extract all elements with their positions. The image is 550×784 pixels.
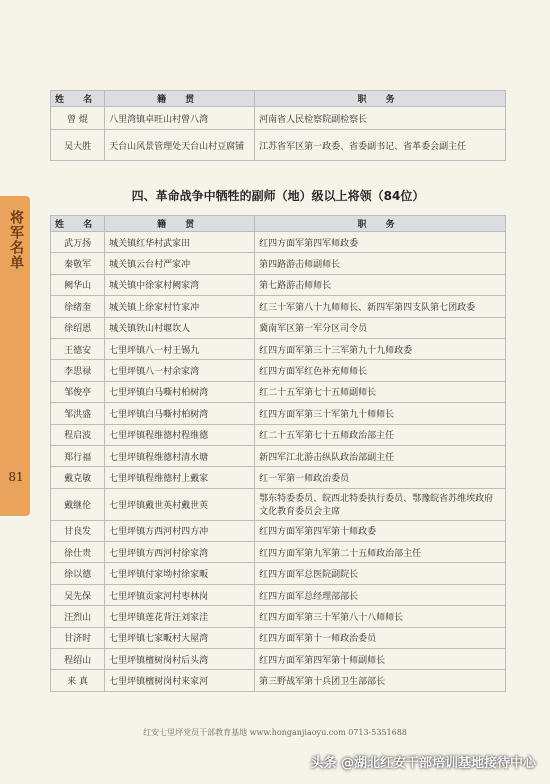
section-heading: 四、革命战争中牺牲的副师（地）级以上将领（84位） — [131, 189, 425, 203]
cell-post: 红四方面军第四军第十师副师长 — [255, 649, 506, 670]
table-row — [51, 627, 506, 648]
table-row — [51, 542, 506, 563]
cell-post: 红四方面军红色补充师师长 — [255, 360, 506, 381]
cell-name: 阙华山 — [51, 274, 105, 295]
table-row — [51, 317, 506, 338]
cell-post: 红四方面军第三十三军第九十九师政委 — [255, 338, 506, 359]
cell-post: 新四军江北游击纵队政治部副主任 — [255, 445, 506, 466]
cell-origin: 七里坪镇方西河村四方冲 — [105, 520, 255, 541]
cell-post: 红四方面军总经理部部长 — [255, 584, 506, 605]
cell-name: 徐绍恩 — [51, 317, 105, 338]
cell-origin: 七里坪镇程维德村程维德 — [105, 424, 255, 445]
table-row — [51, 232, 506, 253]
cell-name: 李思禄 — [51, 360, 105, 381]
cell-name: 徐以德 — [51, 563, 105, 584]
cell-name: 秦敬军 — [51, 253, 105, 274]
side-section-title: 将军名单 — [8, 210, 24, 270]
cell-name: 曾 焜 — [51, 107, 105, 130]
main-table-body — [51, 232, 506, 692]
cell-post: 红三十军第八十九师师长、新四军第四支队第七团政委 — [255, 296, 506, 317]
cell-origin: 七里坪镇白马嘶村柏树湾 — [105, 403, 255, 424]
cell-origin: 七里坪镇付家坳村徐家畈 — [105, 563, 255, 584]
cell-origin: 七里坪镇莲花背汪刘家洼 — [105, 606, 255, 627]
cell-origin: 城关镇红华村武家田 — [105, 232, 255, 253]
cell-name: 戴克敏 — [51, 467, 105, 488]
cell-origin: 七里坪镇方西河村徐家湾 — [105, 542, 255, 563]
table-row — [51, 381, 506, 402]
cell-post: 红二十五军第七十五师政治部主任 — [255, 424, 506, 445]
table-row — [51, 584, 506, 605]
column-header-name: 姓 名 — [51, 91, 105, 107]
cell-name: 徐绪奎 — [51, 296, 105, 317]
column-header-post: 职 务 — [255, 91, 506, 107]
cell-origin: 七里坪镇戴世英村戴世英 — [105, 488, 255, 520]
cell-post: 冀南军区第一军分区司令员 — [255, 317, 506, 338]
cell-post: 红四方面军第四军师政委 — [255, 232, 506, 253]
table-row — [51, 445, 506, 466]
cell-name: 吴先保 — [51, 584, 105, 605]
cell-name: 武万扬 — [51, 232, 105, 253]
table-row — [51, 274, 506, 295]
cell-post: 红四方面军第九军第二十五师政治部主任 — [255, 542, 506, 563]
cell-post: 第七路游击师师长 — [255, 274, 506, 295]
cell-name: 程绍山 — [51, 649, 105, 670]
cell-origin: 城关镇中徐家村阙家湾 — [105, 274, 255, 295]
cell-post: 第四路游击师副师长 — [255, 253, 506, 274]
cell-name: 甘济时 — [51, 627, 105, 648]
table-row — [51, 649, 506, 670]
cell-origin: 七里坪镇八一村余家湾 — [105, 360, 255, 381]
table-row — [51, 488, 506, 520]
cell-name: 邹俊亭 — [51, 381, 105, 402]
cell-post: 红一军第一师政治委员 — [255, 467, 506, 488]
cell-name: 王德安 — [51, 338, 105, 359]
cell-post: 河南省人民检察院副检察长 — [255, 107, 506, 130]
cell-origin: 七里坪镇程维德村清水塘 — [105, 445, 255, 466]
table-row — [51, 360, 506, 381]
watermark: 头条 @湖北红安干部培训基地接待中心 — [310, 756, 536, 771]
footer-text: 红安七里坪党员干部教育基地 www.honganjiaoyu.com 0713-5351688 — [143, 728, 407, 737]
column-header-post: 职 务 — [255, 216, 506, 232]
cell-name: 徐仕贵 — [51, 542, 105, 563]
cell-origin: 城关镇云台村严家冲 — [105, 253, 255, 274]
cell-name: 吴大胜 — [51, 130, 105, 161]
column-header-name: 姓 名 — [51, 216, 105, 232]
cell-post: 红四方面军第四军第十师政委 — [255, 520, 506, 541]
table-header-row — [51, 91, 506, 107]
cell-name: 甘良发 — [51, 520, 105, 541]
table-row — [51, 467, 506, 488]
column-header-origin: 籍 贯 — [105, 91, 255, 107]
cell-name: 汪烈山 — [51, 606, 105, 627]
cell-origin: 城关镇上徐家村竹家冲 — [105, 296, 255, 317]
cell-origin: 七里坪镇程维德村上戴家 — [105, 467, 255, 488]
cell-name: 程启波 — [51, 424, 105, 445]
cell-post: 鄂东特委委员、皖西北特委执行委员、鄂豫皖省苏维埃政府文化教育委员会主席 — [255, 488, 506, 520]
cell-post: 红四方面军第三十军第九十师师长 — [255, 403, 506, 424]
cell-post: 第三野战军第十兵团卫生部部长 — [255, 670, 506, 691]
cell-origin: 七里坪镇八一村王锡九 — [105, 338, 255, 359]
table-row — [51, 253, 506, 274]
table-row — [51, 670, 506, 691]
cell-origin: 七里坪镇贡家河村枣林岗 — [105, 584, 255, 605]
cell-name: 戴继伦 — [51, 488, 105, 520]
cell-origin: 七里坪镇白马嘶村柏树湾 — [105, 381, 255, 402]
cell-post: 红四方面军总医院副院长 — [255, 563, 506, 584]
cell-origin: 城关镇铁山村堰坎人 — [105, 317, 255, 338]
cell-post: 红二十五军第七十五师副师长 — [255, 381, 506, 402]
table-row — [51, 563, 506, 584]
column-header-origin: 籍 贯 — [105, 216, 255, 232]
cell-name: 邹洪盛 — [51, 403, 105, 424]
table-row — [51, 338, 506, 359]
table-row — [51, 424, 506, 445]
page-number: 81 — [8, 470, 24, 484]
cell-name: 来 真 — [51, 670, 105, 691]
table-row — [51, 130, 506, 161]
cell-origin: 天台山风景管理处天台山村豆腐铺 — [105, 130, 255, 161]
table-header-row — [51, 216, 506, 232]
cell-origin: 七里坪镇檀树岗村后头湾 — [105, 649, 255, 670]
cell-origin: 七里坪镇七家畈村大屋湾 — [105, 627, 255, 648]
cell-post: 江苏省军区第一政委、省委副书记、省革委会副主任 — [255, 130, 506, 161]
cell-origin: 七里坪镇檀树岗村来家河 — [105, 670, 255, 691]
table-row — [51, 403, 506, 424]
cell-origin: 八里湾镇卓旺山村曾八湾 — [105, 107, 255, 130]
table-row — [51, 520, 506, 541]
top-table — [50, 90, 506, 161]
cell-post: 红四方面军第三十军第八十八师师长 — [255, 606, 506, 627]
table-row — [51, 606, 506, 627]
cell-post: 红四方面军第十一师政治委员 — [255, 627, 506, 648]
main-table — [50, 215, 506, 692]
table-row — [51, 107, 506, 130]
table-row — [51, 296, 506, 317]
cell-name: 郑行福 — [51, 445, 105, 466]
